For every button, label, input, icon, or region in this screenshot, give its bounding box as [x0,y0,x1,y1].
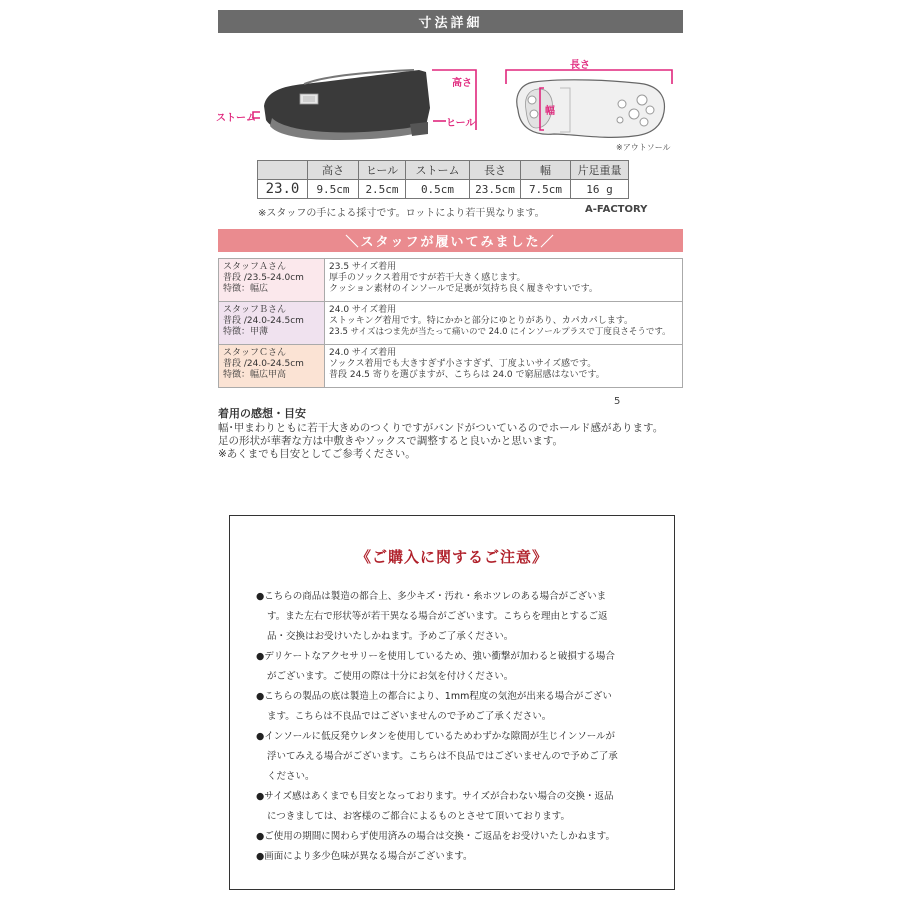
header-cell [258,161,308,180]
shoe-side-view [264,70,430,140]
notice-line: ます。こちらは不良品ではございませんので予めご了承ください。 [267,711,552,722]
staff-comment-line: 23.5 サイズはつま先が当たって痛いので 24.0 にインソールプラスで丁度良さそうです。 [329,327,671,337]
staff-comment [325,302,683,345]
staff-trial-title: ＼スタッフが履いてみました／ [345,235,556,250]
staff-name: スタッフＡさん [223,262,287,272]
staff-comment-line: ストッキング着用です。特にかかと部分にゆとりがあり、カパカパします。 [329,316,634,326]
notice-line: ●デリケートなアクセサリーを使用しているため、強い衝撃が加わると破損する場合 [256,651,615,662]
notice-line: ●こちらの商品は製造の都合上、多少キズ・汚れ・糸ホツレのある場合がございま [256,591,607,602]
label-length: 長さ [570,60,590,71]
purchase-notice-box [229,515,675,890]
staff-feature: 特徴：幅広 [223,284,269,294]
staff-row [219,302,683,345]
staff-size-worn: 24.0 サイズ着用 [329,305,397,315]
staff-comment [325,345,683,388]
size-value: 23.0 [258,180,308,199]
staff-name: スタッフＣさん [223,348,287,358]
notice-line: ●画面により多少色味が異なる場合がございます。 [256,851,473,862]
staff-trial-header [218,229,683,252]
dimensions-value-row [258,180,629,199]
staff-comment-line: クッション素材のインソールで足裏が気持ち良く履きやすいです。 [329,284,598,294]
staff-size-worn: 23.5 サイズ着用 [329,262,397,272]
notice-line: ください。 [267,771,315,782]
impressions-title: 着用の感想・目安 [218,407,306,420]
dimensions-header [218,10,683,33]
dimensions-table [257,160,629,199]
staff-name: スタッフＢさん [223,305,287,315]
impression-line: 足の形状が華奢な方は中敷きやソックスで調整すると良いかと思います。 [218,435,564,447]
measurement-caption: ※スタッフの手による採寸です。ロットにより若干異なります。 [258,208,545,219]
notice-line: につきましては、お客様のご都合によるものとさせて頂いております。 [267,811,571,822]
notice-line: ●こちらの製品の底は製造上の都合により、1mm程度の気泡が出来る場合がござい [256,691,612,702]
notice-line: 品・交換はお受けいたしかねます。予めご了承ください。 [267,631,514,642]
value-cell: 7.5cm [521,180,571,199]
header-cell: ヒール [359,161,406,180]
staff-comment-line: ソックス着用でも大きすぎず小さすぎず、丁度よいサイズ感です。 [329,359,597,369]
shoe-illustration [214,48,689,156]
staff-profile [219,302,325,345]
outsole-note: ※アウトソール [616,143,671,152]
notice-line: がございます。ご使用の際は十分にお気を付けください。 [267,671,514,682]
staff-trial-table [218,258,683,388]
notice-title: 《ご購入に関するご注意》 [355,548,548,566]
notice-line: 浮いてみえる場合がございます。こちらは不良品ではございませんので予めご了承 [267,751,618,762]
value-cell: 16 g [571,180,629,199]
value-cell: 23.5cm [470,180,521,199]
header-cell: 片足重量 [571,161,629,180]
staff-row [219,259,683,302]
header-cell: 高さ [308,161,359,180]
staff-feature: 特徴：幅広甲高 [223,370,287,380]
staff-comment [325,259,683,302]
header-cell: ストーム [406,161,470,180]
label-heel: ヒール [446,118,476,129]
notice-line: ●サイズ感はあくまでも目安となっております。サイズが合わない場合の交換・返品 [256,791,614,802]
notice-line: す。また左右で形状等が若干異なる場合がございます。こちらを理由とするご返 [267,611,608,622]
label-height: 高さ [452,78,472,89]
header-cell: 幅 [521,161,571,180]
label-storm: ストーム [216,113,256,124]
value-cell: 9.5cm [308,180,359,199]
staff-comment-line: 厚手のソックス着用ですが若干大きく感じます。 [329,273,526,283]
staff-profile [219,345,325,388]
dimensions-header-row [258,161,629,180]
staff-profile [219,259,325,302]
dimensions-title: 寸法詳細 [418,16,483,31]
impression-line: ※あくまでも目安としてご参考ください。 [218,448,416,460]
shoe-sole-view [517,80,665,138]
notice-line: ●ご使用の期間に関わらず使用済みの場合は交換・ご返品をお受けいたしかねます。 [256,831,616,842]
label-width: 幅 [545,106,555,117]
impression-line: 幅･甲まわりともに若干大きめのつくりですがバンドがついているのでホールド感があります。 [218,422,664,434]
staff-comment-line: 普段 24.5 寄りを選びますが、こちらは 24.0 で窮屈感はないです。 [329,370,605,380]
shoe-diagram [214,48,689,156]
staff-row [219,345,683,388]
staff-usual-size: 普段 /23.5-24.0cm [223,273,304,283]
staff-feature: 特徴：甲薄 [223,327,269,337]
value-cell: 0.5cm [406,180,470,199]
staff-size-worn: 24.0 サイズ着用 [329,348,397,358]
staff-usual-size: 普段 /24.0-24.5cm [223,359,304,369]
notice-line: ●インソールに低反発ウレタンを使用しているためわずかな隙間が生じインソールが [256,731,616,742]
header-cell: 長さ [470,161,521,180]
value-cell: 2.5cm [359,180,406,199]
staff-usual-size: 普段 /24.0-24.5cm [223,316,304,326]
page-number: 5 [614,396,621,407]
brand-label: A-FACTORY [585,204,648,215]
